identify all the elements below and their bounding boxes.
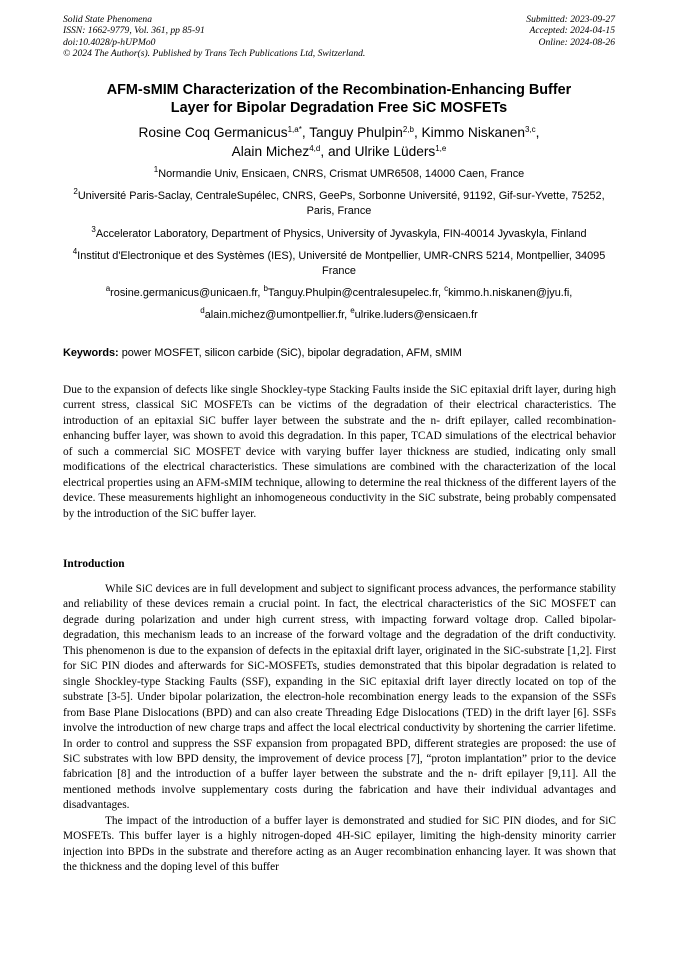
email-address[interactable]: alain.michez@umontpellier.fr, xyxy=(204,309,351,322)
online-date: Online: 2024-08-26 xyxy=(538,36,615,48)
author-affiliation-mark: 2,b xyxy=(402,125,414,134)
affiliation-number: 1 xyxy=(153,165,159,174)
publication-dates xyxy=(526,14,615,48)
affiliation-text: Université Paris-Saclay, CentraleSupélec, CNRS, GeePs, Sorbonne Université, 91192, Gif-sur-Yvette, 75252, Paris, France xyxy=(77,190,605,218)
doi: doi:10.4028/p-hUPMo0 xyxy=(63,36,156,48)
author-emails xyxy=(63,286,615,323)
affiliation-number: 4 xyxy=(72,246,78,256)
issn: ISSN: 1662-9779, Vol. 361, pp 85-91 xyxy=(63,25,205,37)
paper-title xyxy=(63,81,615,117)
author-affiliation-mark: 4,d xyxy=(309,143,321,153)
section-heading: Introduction xyxy=(63,558,125,570)
author-name: Rosine Coq Germanicus xyxy=(138,125,288,140)
affiliation-text: Normandie Univ, Ensicaen, CNRS, Crismat UMR6508, 14000 Caen, France xyxy=(158,168,525,180)
email-mark: e xyxy=(350,306,355,316)
copyright: © 2024 The Author(s). Published by Trans Tech Publications Ltd, Switzerland. xyxy=(63,48,366,60)
title-line: AFM-sMIM Characterization of the Recombination-Enhancing Buffer xyxy=(106,82,572,98)
email-address[interactable]: kimmo.h.niskanen@jyu.fi, xyxy=(448,287,573,300)
affiliation-number: 2 xyxy=(73,187,78,197)
keywords-text: power MOSFET, silicon carbide (SiC), bipolar degradation, AFM, sMIM xyxy=(118,347,462,359)
affiliation xyxy=(63,246,615,279)
submitted-date: Submitted: 2023-09-27 xyxy=(526,14,615,25)
introduction-body xyxy=(63,582,616,876)
keywords-label: Keywords: xyxy=(63,347,119,359)
author-separator: , and xyxy=(320,143,355,159)
journal-name: Solid State Phenomena xyxy=(63,14,152,25)
author-affiliation-mark: 1,a* xyxy=(287,125,302,134)
author-name: Tanguy Phulpin xyxy=(309,125,403,140)
email-mark: a xyxy=(105,284,111,294)
email-address[interactable]: ulrike.luders@ensicaen.fr xyxy=(354,309,478,322)
author-list xyxy=(63,124,615,161)
affiliation-list xyxy=(63,167,615,331)
affiliation xyxy=(63,224,615,242)
email-mark: d xyxy=(200,306,205,316)
keywords xyxy=(63,346,615,360)
email-mark: c xyxy=(444,284,449,294)
affiliation-text: Accelerator Laboratory, Department of Physics, University of Jyvaskyla, FIN-40014 Jyvaskyla, Finland xyxy=(95,227,587,240)
email-address[interactable]: rosine.germanicus@unicaen.fr, xyxy=(110,287,264,300)
paragraph: The impact of the introduction of a buffer layer is demonstrated and studied for SiC PIN diodes, and for SiC MOSFETs. This buffer layer is a highly nitrogen-doped 4H-SiC epilayer, limiting the high-density minority carrier injection into BPDs in the substrate and therefore acting as an Auger recombination enhancing layer. It was shown that the thickness and the doping level of this buffer xyxy=(63,814,616,874)
affiliation-text: Institut d'Electronique et des Systèmes (IES), Université de Montpellier, UMR-CNRS 5214, Montpellier, 34095 France xyxy=(77,249,606,278)
affiliation-number: 3 xyxy=(91,224,96,234)
title-line: Layer for Bipolar Degradation Free SiC MOSFETs xyxy=(170,100,508,116)
author-separator: , xyxy=(413,125,422,140)
author-separator: , xyxy=(301,125,310,140)
abstract: Due to the expansion of defects like single Shockley-type Stacking Faults inside the SiC epitaxial drift layer, during high current stress, classical SiC MOSFETs can be victims of the degradation of their electrical characteristics. The introduction of an epitaxial SiC buffer layer between the substrate and the n- drift epilayer, called recombination-enhancing buffer layer, was shown to avoid this degradation. In this paper, TCAD simulations of the electrical behavior of such a commercial SiC MOSFET device with varying buffer layer thickness are studied, indicating only small modifications of the electrical characteristics. These simulations are combined with the characterization of the local electrical properties using an AFM-sMIM technique, allowing to determine the real thickness of the different layers of the device. These measurements highlight an inhomogeneous conductivity in the SiC substrate, being probably compensated by the introduction of the SiC buffer layer. xyxy=(63,384,616,520)
email-mark: b xyxy=(263,284,268,294)
accepted-date: Accepted: 2024-04-15 xyxy=(529,25,615,37)
author-separator: , xyxy=(535,125,540,140)
journal-info xyxy=(63,14,365,60)
author-name: Ulrike Lüders xyxy=(354,143,436,159)
author-name: Kimmo Niskanen xyxy=(421,125,525,140)
email-address[interactable]: Tanguy.Phulpin@centralesupelec.fr, xyxy=(267,287,445,300)
author-affiliation-mark: 1,e xyxy=(435,143,447,153)
author-affiliation-mark: 3,c xyxy=(525,125,536,134)
affiliation xyxy=(63,167,615,182)
paragraph: While SiC devices are in full development and subject to significant process advances, the performance stability and reliability of these devices remain a crucial point. In fact, the electrical characteristics of the SiC MOSFET can degrade during polarization and under high current stress, with impacting forward voltage drop. Called bipolar-degradation, this mechanism leads to an increase of the forward voltage and the degradation of the drift conductivity. This phenomenon is due to the expansion of defects in the epitaxial drift layer, originated in the SiC-substrate [1,2]. First for SiC PIN diodes and afterwards for SiC-MOSFETs, studies demonstrated that this bipolar degradation is related to single Shockley-type Stacking Faults (SSF), expanding in the SiC epitaxial drift layer directly located on top of the substrate [3-5]. Under bipolar polarization, the electron-hole recombination energy leads to the expansion of the SSFs from Base Plane Dislocations (BPD) and can also create Threading Edge Dislocations (TED) in the drift layer [6]. SSFs involve the introduction of new charge traps and affect the local electrical conductivity by shortening the carrier lifetime. In order to control and suppress the SSF expansion from propagated BPD, different strategies are proposed: the use of SiC substrates with low BPD density, the improvement of device process [7], “proton implantation” prior to the device fabrication [8] and the introduction of a buffer layer between the substrate and the n- drift epilayer [9,11]. All the mentioned methods involve supplementary costs during the fabrication and have their individual advantages and disadvantages. xyxy=(63,583,616,812)
affiliation xyxy=(63,189,615,219)
author-name: Alain Michez xyxy=(231,143,310,159)
